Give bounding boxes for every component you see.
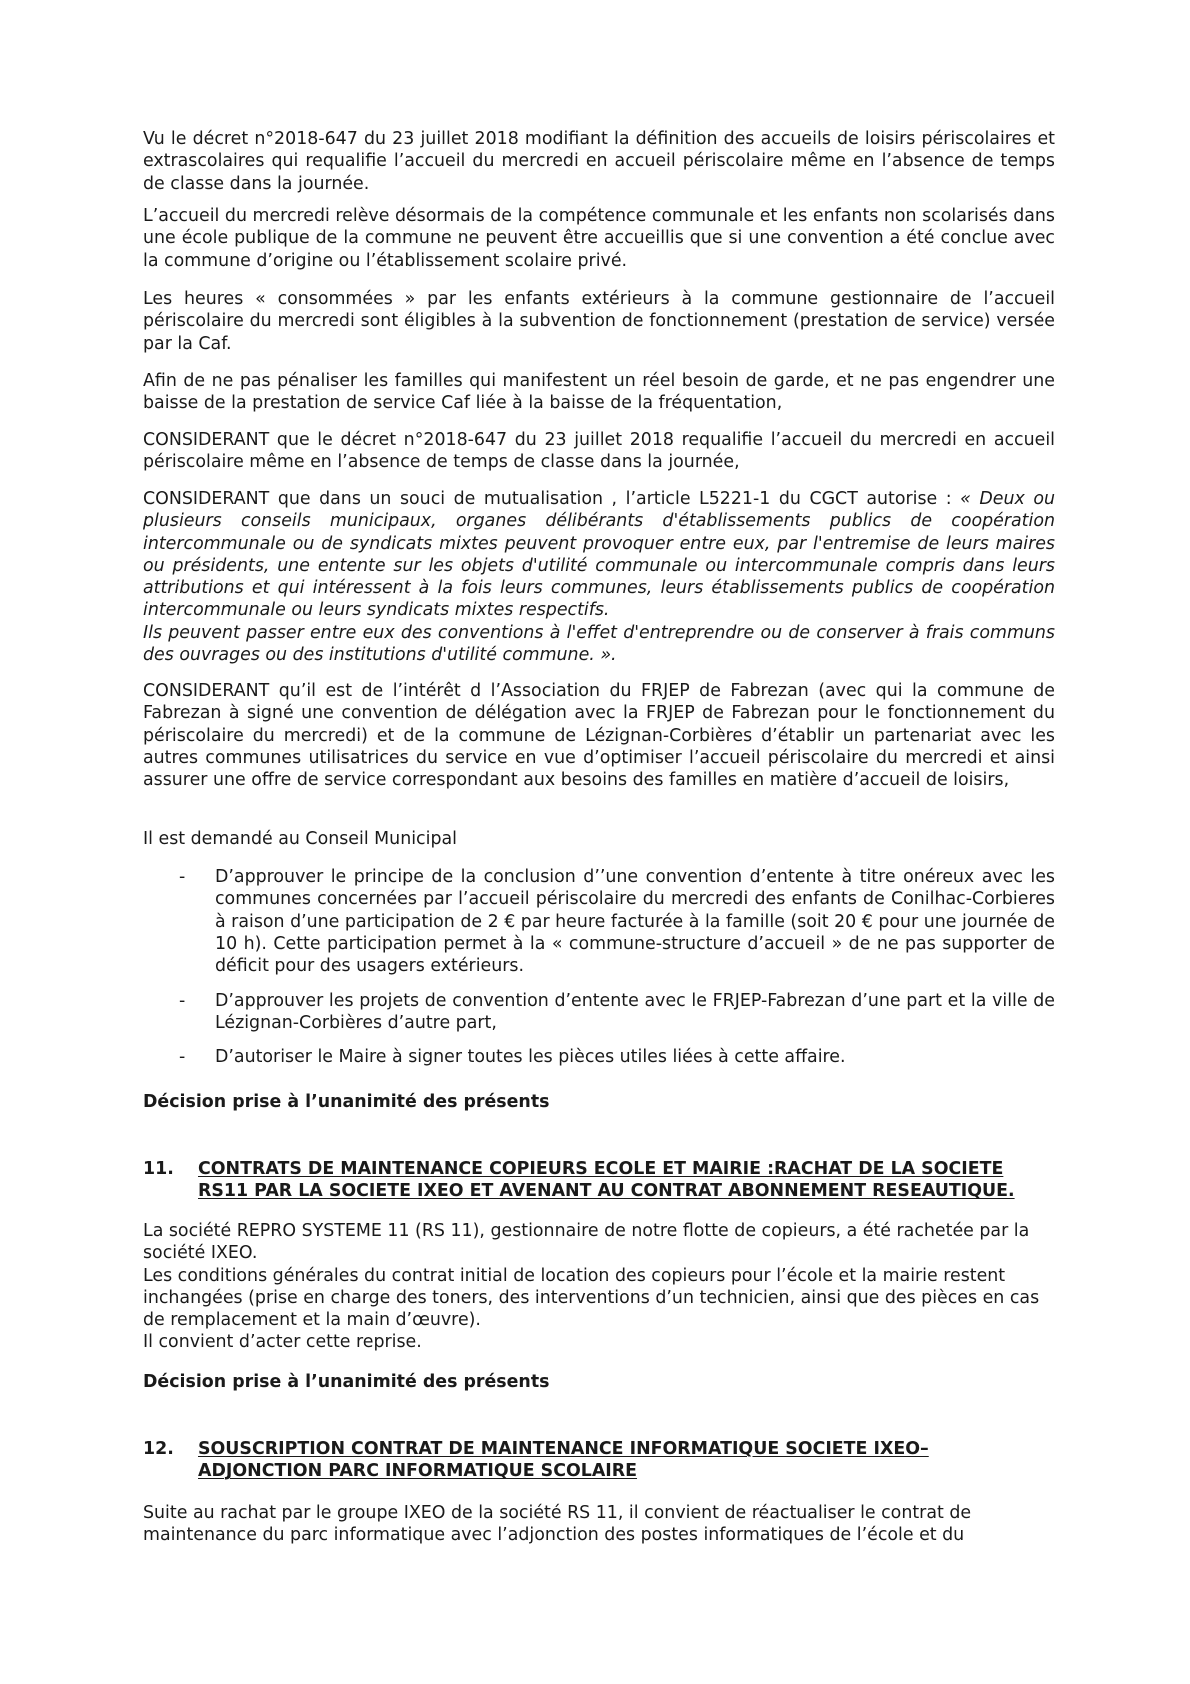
repro-line-1: La société REPRO SYSTEME 11 (RS 11), gestionnaire de notre flotte de copieurs, a été rachetée par la société IXEO. xyxy=(143,1221,1030,1264)
repro-line-2: Les conditions générales du contrat initial de location des copieurs pour l’école et la mairie restent inchangées (prise en charge des toners, des interventions d’un technicien, ainsi que des pièces en cas de remplacement et la main d’œuvre). xyxy=(143,1265,1040,1331)
section-title-12: SOUSCRIPTION CONTRAT DE MAINTENANCE INFORMATIQUE SOCIETE IXEO– ADJONCTION PARC INFORMATIQUE SCOLAIRE xyxy=(198,1439,929,1482)
considerant-intro: CONSIDERANT que dans un souci de mutualisation , l’article L5221-1 du CGCT autorise : xyxy=(143,489,961,509)
cgct-quote: « Deux ou plusieurs conseils municipaux, organes délibérants d'établissements publics de coopération intercommunale ou de syndicats mixtes peuvent provoquer entre eux, par l'entremise de leurs maires ou présidents, une entente sur les objets d'utilité communale ou intercommunale compris dans leurs attributions et qui intéressent à la fois leurs communes, leurs établissements publics de coopération intercommunale ou leurs syndicats mixtes respectifs. xyxy=(143,489,1056,621)
paragraph-considerant-frjep: CONSIDERANT qu’il est de l’intérêt d l’Association du FRJEP de Fabrezan (avec qui la commune de Fabrezan à signé une convention de délégation avec la FRJEP de Fabrezan pour le fonctionnement du périscolaire du mercredi) et de la commune de Lézignan-Corbières d’établir un partenariat avec les autres communes utilisatrices du service en vue d’optimiser l’accueil périscolaire du mercredi et ainsi assurer une offre de service correspondant aux besoins des familles en matière d’accueil de loisirs, xyxy=(143,681,1055,791)
section-number-11: 11. xyxy=(143,1159,174,1179)
cgct-quote-second: Ils peuvent passer entre eux des conventions à l'effet d'entreprendre ou de conserver à frais communs des ouvrages ou des institutions d'utilité commune. ». xyxy=(143,622,1055,666)
bullet-dash: - xyxy=(179,991,186,1011)
decision-statement: Décision prise à l’unanimité des présents xyxy=(143,1092,550,1112)
paragraph-repro-systeme xyxy=(143,1220,1055,1354)
paragraph-heures-consommees: Les heures « consommées » par les enfants extérieurs à la commune gestionnaire de l’accueil périscolaire du mercredi sont éligibles à la subvention de fonctionnement (prestation de service) versée par la Caf. xyxy=(143,289,1055,354)
bullet-dash: - xyxy=(179,1047,186,1067)
paragraph-rachat-ixeo: Suite au rachat par le groupe IXEO de la société RS 11, il convient de réactualiser le contrat de maintenance du parc informatique avec l’adjonction des postes informatiques de l’école et du xyxy=(143,1503,972,1546)
paragraph-considerant-decret: CONSIDERANT que le décret n°2018-647 du 23 juillet 2018 requalifie l’accueil du mercredi en accueil périscolaire même en l’absence de temps de classe dans la journée, xyxy=(143,430,1055,473)
bullet-text-autoriser-maire: D’autoriser le Maire à signer toutes les pièces utiles liées à cette affaire. xyxy=(215,1047,846,1067)
decision-statement-11: Décision prise à l’unanimité des présents xyxy=(143,1372,550,1392)
bullet-text-approuver-projets: D’approuver les projets de convention d’entente avec le FRJEP-Fabrezan d’une part et la ville de Lézignan-Corbières d’autre part, xyxy=(215,991,1055,1034)
repro-line-3: Il convient d’acter cette reprise. xyxy=(143,1332,422,1353)
bullet-dash: - xyxy=(179,867,186,887)
paragraph-decret: Vu le décret n°2018-647 du 23 juillet 2018 modifiant la définition des accueils de loisirs périscolaires et extrascolaires qui requalifie l’accueil du mercredi en accueil périscolaire même en l’absence de temps de classe dans la journée. xyxy=(143,129,1055,194)
section-title-11: CONTRATS DE MAINTENANCE COPIEURS ECOLE ET MAIRIE :RACHAT DE LA SOCIETE RS11 PAR LA SOCIETE IXEO ET AVENANT AU CONTRAT ABONNEMENT RESEAUTIQUE. xyxy=(198,1159,1015,1202)
paragraph-afin: Afin de ne pas pénaliser les familles qui manifestent un réel besoin de garde, et ne pas engendrer une baisse de la prestation de service Caf liée à la baisse de la fréquentation, xyxy=(143,371,1055,414)
paragraph-considerant-mutualisation xyxy=(143,488,1055,666)
bullet-text-approuver-principe: D’approuver le principe de la conclusion d’’une convention d’entente à titre onéreux avec les communes concernées par l’accueil périscolaire du mercredi des enfants de Conilhac-Corbieres à raison d’une participation de 2 € par heure facturée à la famille (soit 20 € pour une journée de 10 h). Cette participation permet à la « commune-structure d’accueil » de ne pas supporter de déficit pour des usagers extérieurs. xyxy=(215,867,1056,977)
section-number-12: 12. xyxy=(143,1439,174,1459)
paragraph-demande-conseil: Il est demandé au Conseil Municipal xyxy=(143,829,457,849)
paragraph-accueil-mercredi: L’accueil du mercredi relève désormais de la compétence communale et les enfants non scolarisés dans une école publique de la commune ne peuvent être accueillis que si une convention a été conclue avec la commune d’origine ou l’établissement scolaire privé. xyxy=(143,206,1055,271)
